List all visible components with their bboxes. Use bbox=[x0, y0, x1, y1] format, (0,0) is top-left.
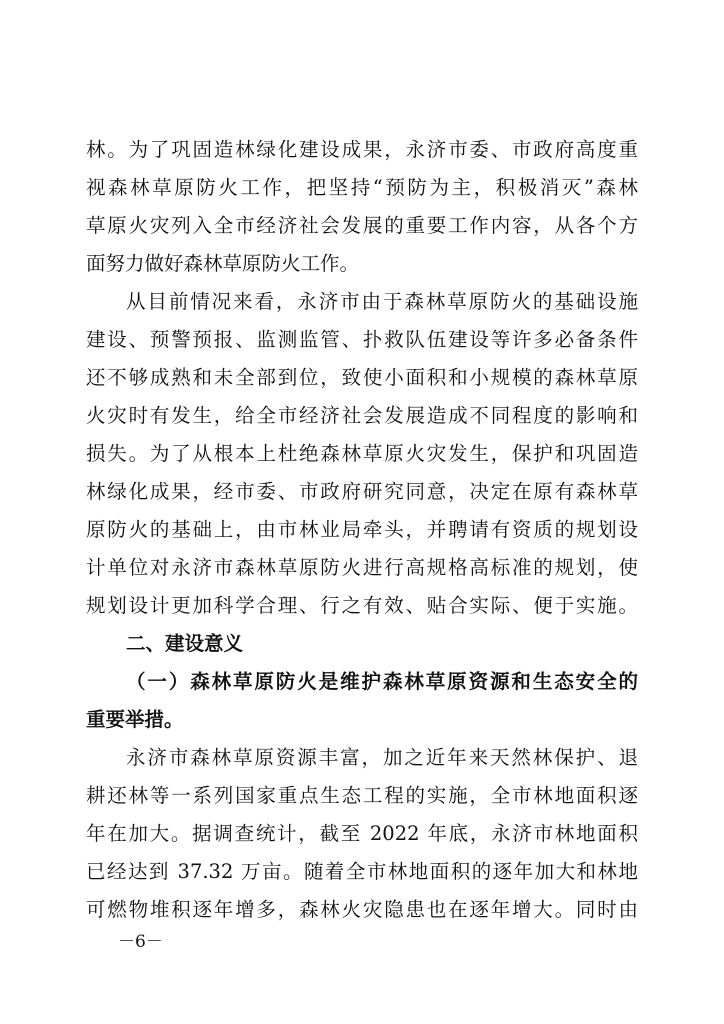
text-line: 年在加大。据调查统计，截至 2022 年底，永济市林地面积 bbox=[86, 822, 638, 845]
text-line: 可燃物堆积逐年增多，森林火灾隐患也在逐年增大。同时由 bbox=[86, 898, 638, 921]
text-line: 火灾时有发生，给全市经济社会发展造成不同程度的影响和 bbox=[86, 404, 638, 427]
subsection-heading: 重要举措。 bbox=[86, 708, 184, 731]
text-line: 永济市森林草原资源丰富，加之近年来天然林保护、退 bbox=[126, 746, 638, 769]
text-line: 规划设计更加科学合理、行之有效、贴合实际、便于实施。 bbox=[86, 594, 638, 617]
text-line: 林。为了巩固造林绿化建设成果，永济市委、市政府高度重 bbox=[86, 138, 638, 161]
document-body bbox=[86, 131, 638, 929]
text-line: 损失。为了从根本上杜绝森林草原火灾发生，保护和巩固造 bbox=[86, 442, 638, 465]
text-line: 草原火灾列入全市经济社会发展的重要工作内容，从各个方 bbox=[86, 214, 638, 237]
text-line: 已经达到 37.32 万亩。随着全市林地面积的逐年加大和林地 bbox=[86, 860, 638, 883]
page-number: －6－ bbox=[118, 932, 163, 952]
text-line: 耕还林等一系列国家重点生态工程的实施，全市林地面积逐 bbox=[86, 784, 638, 807]
section-heading: 二、建设意义 bbox=[126, 632, 244, 655]
text-line: 面努力做好森林草原防火工作。 bbox=[86, 252, 360, 275]
subsection-heading: （一）森林草原防火是维护森林草原资源和生态安全的 bbox=[126, 670, 638, 693]
text-line: 还不够成熟和未全部到位，致使小面积和小规模的森林草原 bbox=[86, 366, 638, 389]
text-line: 视森林草原防火工作，把坚持“预防为主，积极消灭”森林 bbox=[86, 176, 638, 199]
text-line: 从目前情况来看，永济市由于森林草原防火的基础设施 bbox=[126, 290, 638, 313]
text-line: 计单位对永济市森林草原防火进行高规格高标准的规划，使 bbox=[86, 556, 638, 579]
text-line: 原防火的基础上，由市林业局牵头，并聘请有资质的规划设 bbox=[86, 518, 638, 541]
text-line: 建设、预警预报、监测监管、扑救队伍建设等许多必备条件 bbox=[86, 328, 638, 351]
text-line: 林绿化成果，经市委、市政府研究同意，决定在原有森林草 bbox=[86, 480, 638, 503]
